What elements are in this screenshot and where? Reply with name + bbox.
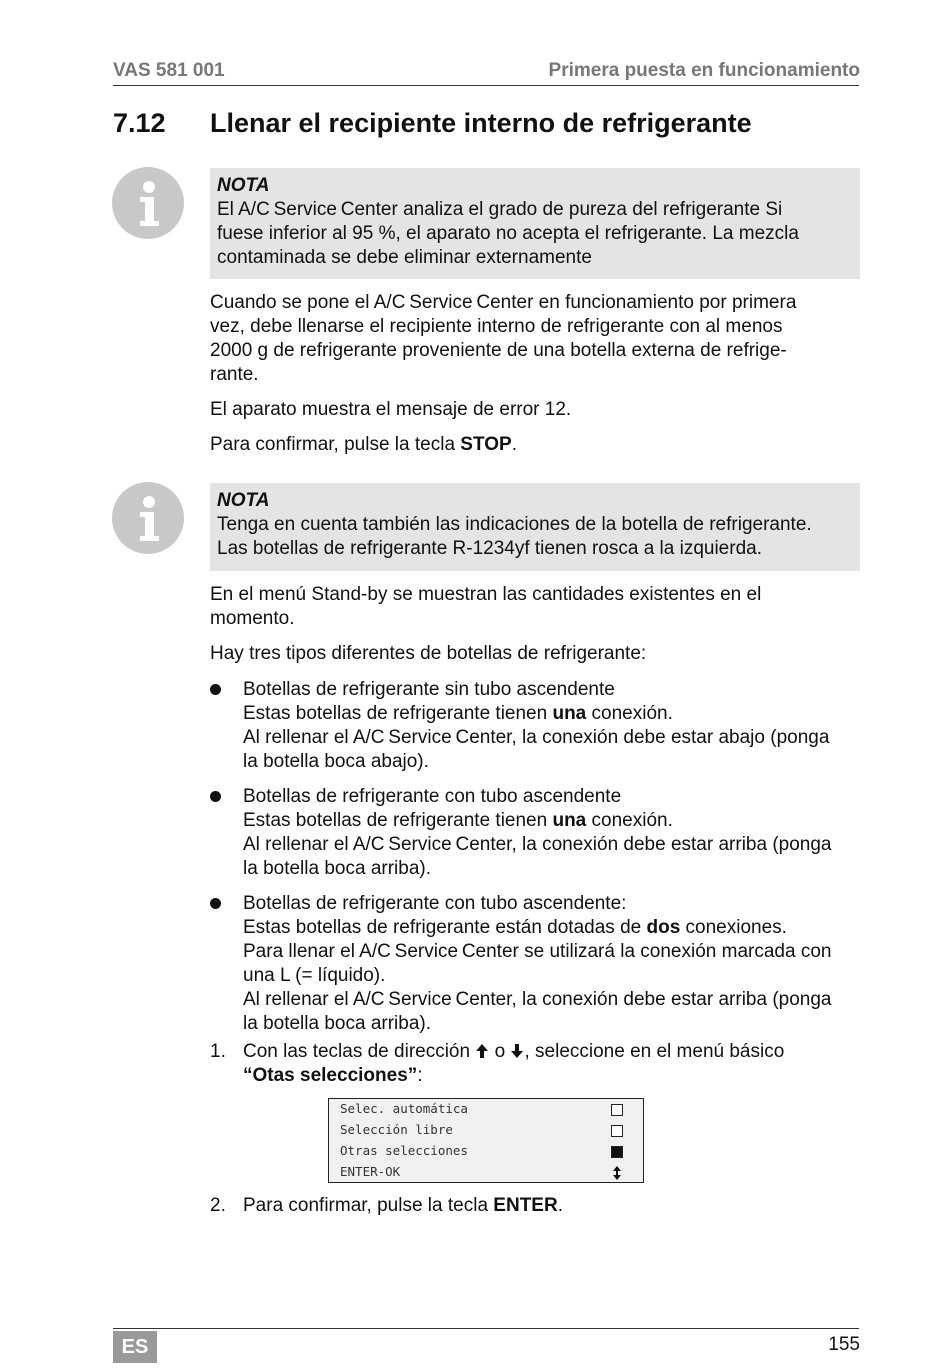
step-text: o [489,1041,511,1062]
running-header-right: Primera puesta en funcionamiento [548,60,860,81]
step-line [243,1064,863,1088]
lcd-row: Selección libre [340,1122,453,1137]
bullet-dot [210,898,221,909]
section-number: 7.12 [113,108,166,138]
note-line: El A/C Service Center analiza el grado de pureza del refrigerante Si [217,199,783,220]
bullet-dot [210,791,221,802]
arrow-up-icon [475,1042,489,1066]
note-title: NOTA [217,490,270,511]
note-box [210,483,860,571]
lcd-checkbox [611,1104,623,1116]
step-text: : [417,1065,423,1086]
step-line [243,1040,863,1066]
paragraph-line: 2000 g de refrigerante proveniente de una botella externa de refrige- [210,340,787,361]
bullet-line: la botella boca arriba). [243,1013,431,1034]
bullet-text: conexión. [586,810,673,831]
bullet-emphasis: una [552,703,587,724]
paragraph-text: . [511,434,517,455]
bullet-line: Para llenar el A/C Service Center se utilizará la conexión marcada con [243,941,832,962]
bullet-text: conexión. [586,703,673,724]
step-text: , seleccione en el menú básico [524,1041,785,1062]
footer-divider [113,1328,859,1329]
confirm-stop-paragraph [210,433,860,457]
bullet-line [243,809,863,833]
note-line: fuese inferior al 95 %, el aparato no acepta el refrigerante. La mezcla [217,223,799,244]
bullet-text: Estas botellas de refrigerante tienen [243,810,553,831]
lcd-row: Otras selecciones [340,1143,468,1158]
note-line: Las botellas de refrigerante R-1234yf tienen rosca a la izquierda. [217,538,762,559]
note-line: contaminada se debe eliminar externamente [217,247,592,268]
language-badge: ES [113,1331,157,1363]
bullet-text: Estas botellas de refrigerante están dotadas de [243,917,647,938]
step-text: Para confirmar, pulse la tecla [243,1195,494,1216]
paragraph-line: vez, debe llenarse el recipiente interno de refrigerante con al menos [210,316,783,337]
info-icon [112,482,184,554]
bullet-line: Al rellenar el A/C Service Center, la conexión debe estar arriba (ponga [243,834,832,855]
note-title: NOTA [217,175,270,196]
bullet-line: Botellas de refrigerante sin tubo ascendente [243,679,615,700]
step-line [243,1194,863,1218]
page-number: 155 [828,1334,860,1355]
bullet-line: la botella boca arriba). [243,858,431,879]
key-name: ENTER [493,1195,558,1216]
paragraph-line: rante. [210,364,259,385]
bullet-line: la botella boca abajo). [243,751,429,772]
paragraph-line: Cuando se pone el A/C Service Center en funcionamiento por primera [210,292,797,313]
step-number: 1. [210,1041,226,1062]
running-header-left: VAS 581 001 [113,60,225,81]
paragraph-line: En el menú Stand-by se muestran las cantidades existentes en el [210,584,762,605]
bullet-emphasis: una [552,810,587,831]
menu-name: “Otas selecciones” [243,1065,418,1086]
paragraph-text: Para confirmar, pulse la tecla [210,434,461,455]
step-text: . [557,1195,563,1216]
header-divider [113,85,859,86]
lcd-row: Selec. automática [340,1101,468,1116]
standby-paragraph [210,583,860,631]
bullet-text: conexiones. [680,917,787,938]
info-icon [112,167,184,239]
bullet-text: Estas botellas de refrigerante tienen [243,703,553,724]
types-intro: Hay tres tipos diferentes de botellas de refrigerante: [210,643,647,664]
bullet-line: Botellas de refrigerante con tubo ascendente: [243,893,627,914]
note-box [210,168,860,279]
bullet-line: una L (= líquido). [243,965,386,986]
step-text: Con las teclas de dirección [243,1041,476,1062]
lcd-display [328,1098,644,1183]
lcd-checkbox [611,1125,623,1137]
bullet-emphasis: dos [646,917,681,938]
bullet-line: Al rellenar el A/C Service Center, la conexión debe estar abajo (ponga [243,727,830,748]
intro-paragraph [210,291,860,387]
bullet-line: Botellas de refrigerante con tubo ascendente [243,786,622,807]
paragraph-line: momento. [210,608,295,629]
arrow-down-icon [510,1042,524,1066]
note-line: Tenga en cuenta también las indicaciones de la botella de refrigerante. [217,514,812,535]
step-number: 2. [210,1195,226,1216]
bullet-line: Al rellenar el A/C Service Center, la conexión debe estar arriba (ponga [243,989,832,1010]
bullet-line [243,702,863,726]
bullet-dot [210,684,221,695]
section-title: Llenar el recipiente interno de refrigerante [210,108,752,138]
bullet-line [243,916,863,940]
lcd-row: ENTER-OK [340,1164,401,1179]
key-name: STOP [460,434,512,455]
error-paragraph: El aparato muestra el mensaje de error 12. [210,399,572,420]
up-down-arrow-icon [612,1165,622,1186]
lcd-checkbox-selected [611,1146,623,1158]
